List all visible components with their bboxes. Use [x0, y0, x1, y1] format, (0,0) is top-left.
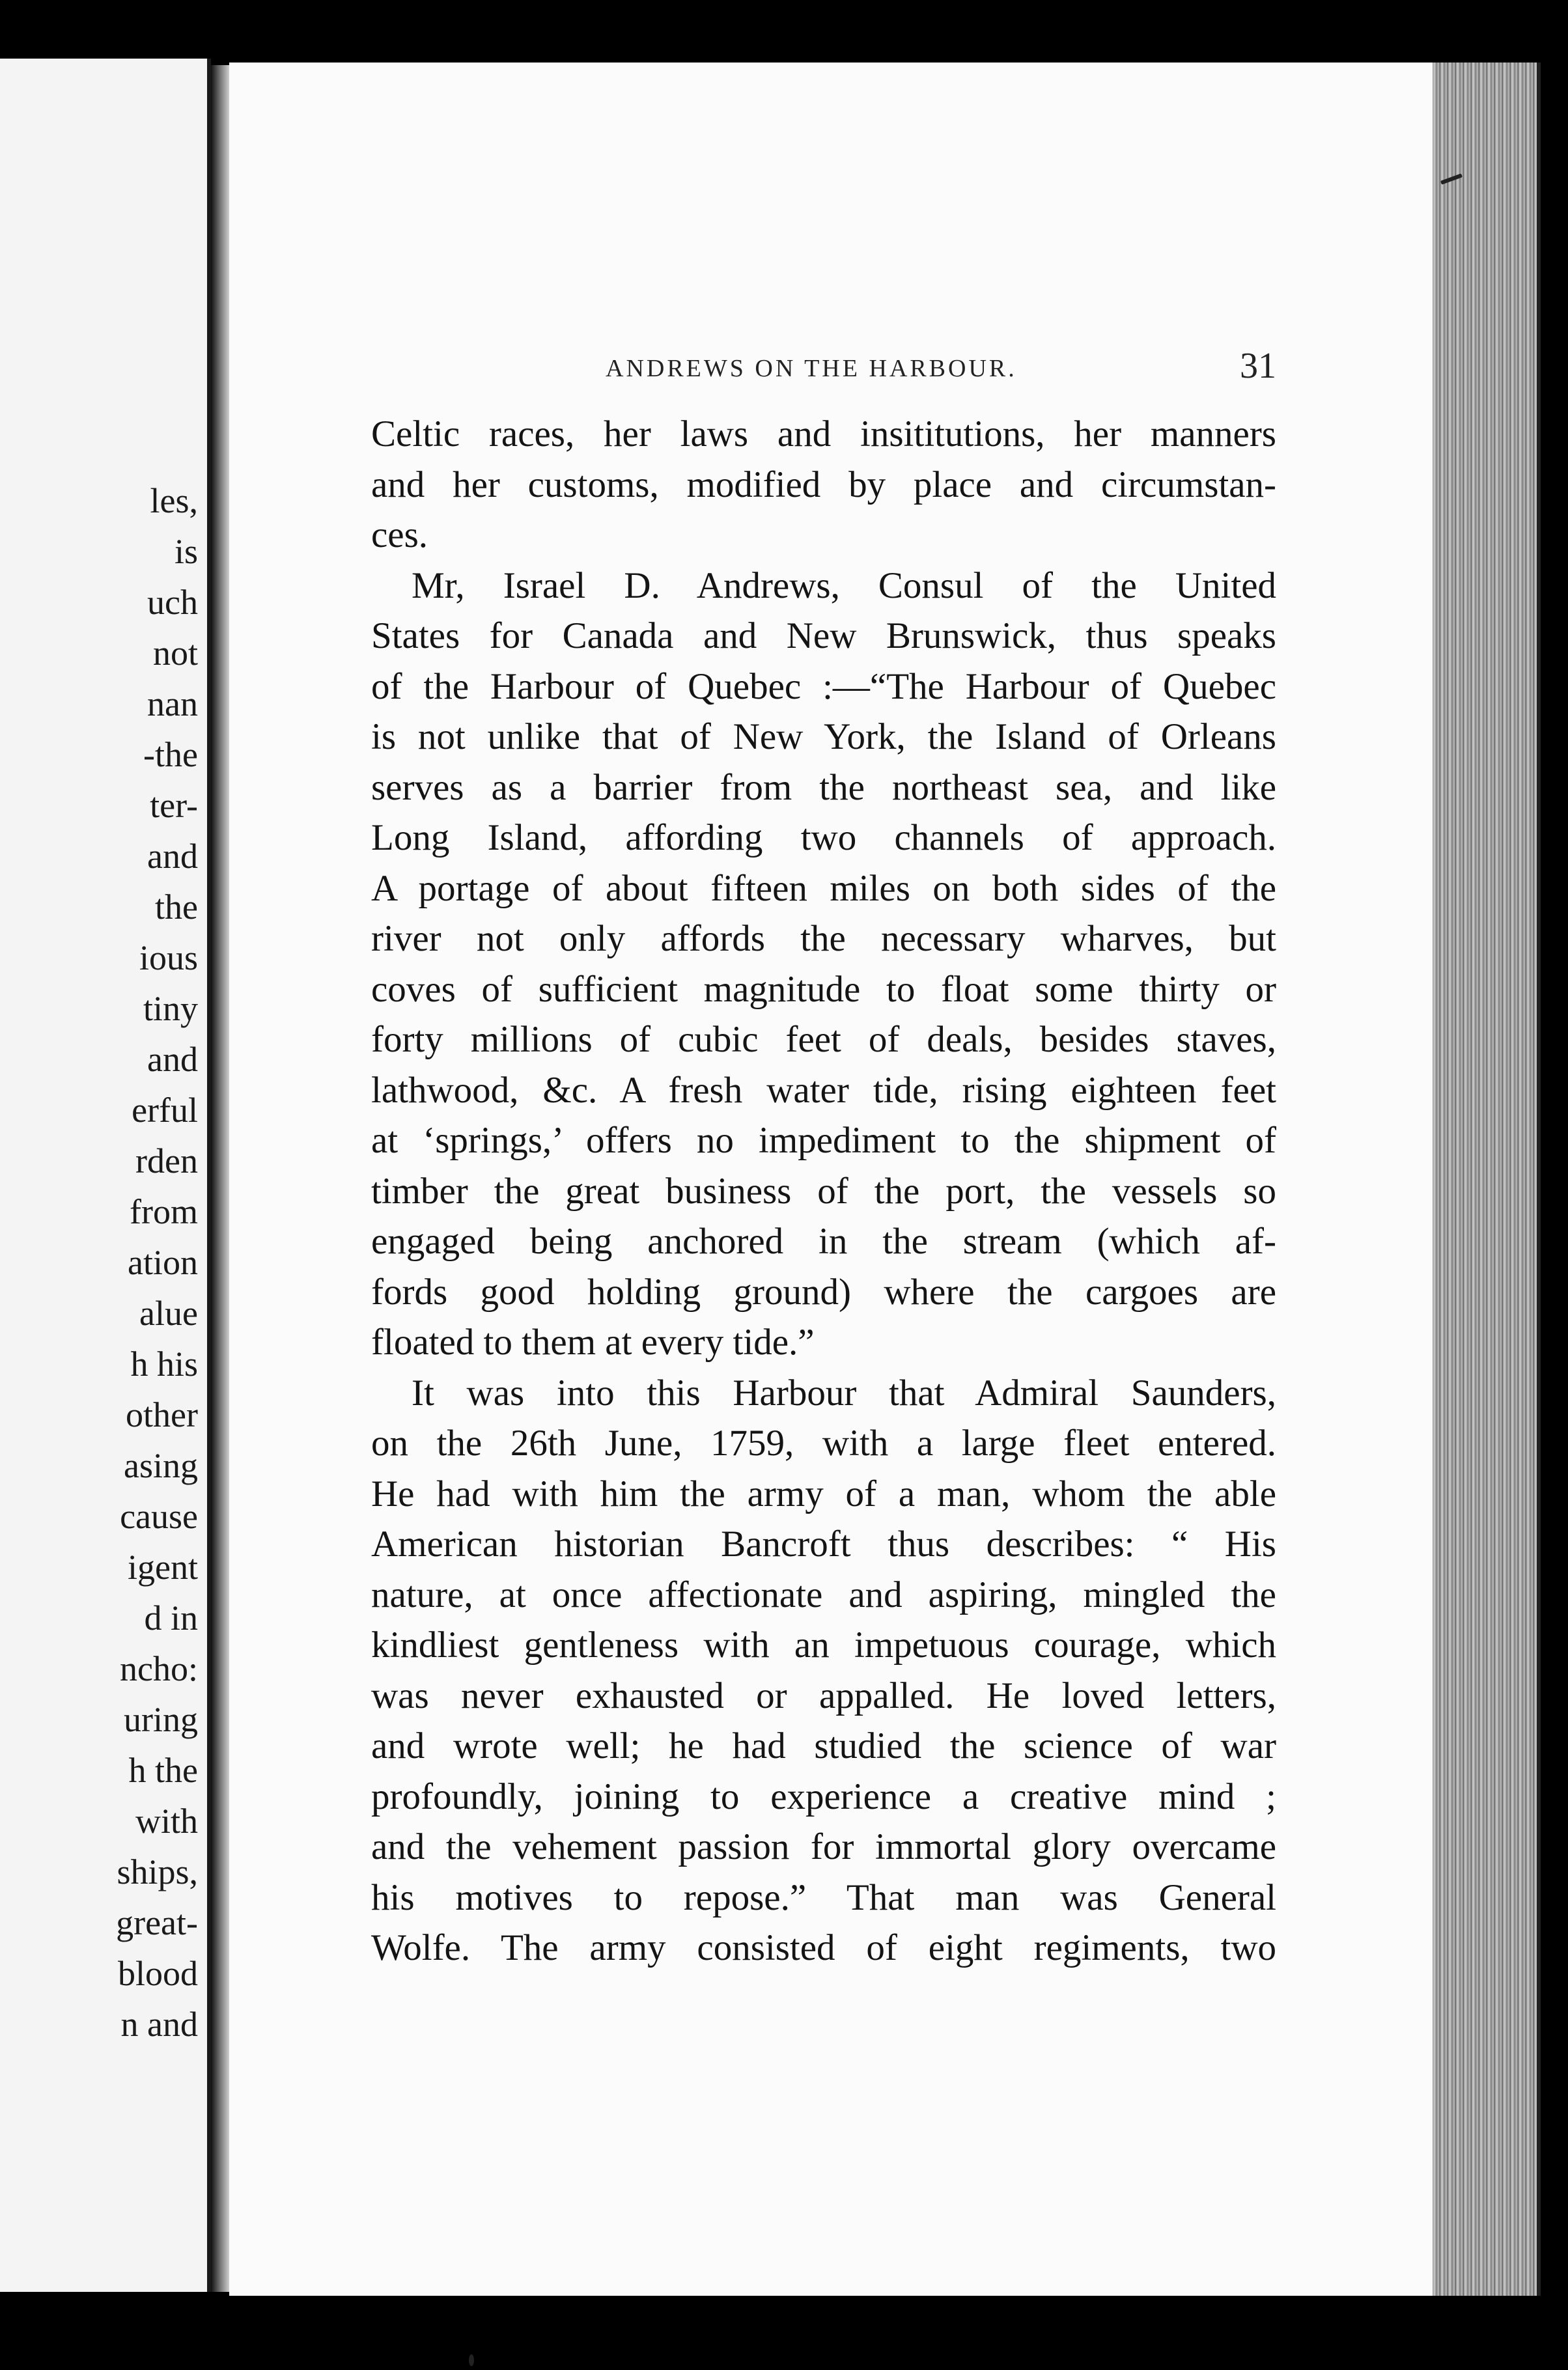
text-line: fords good holding ground) where the cargoes are — [371, 1271, 1276, 1313]
left-line: and — [147, 837, 198, 876]
left-line: cause — [120, 1497, 198, 1536]
text-line: and her customs, modified by place and circumstan- — [371, 464, 1276, 505]
text-line: floated to them at every tide.” — [371, 1322, 815, 1363]
page-header — [606, 339, 1276, 397]
left-line: les, — [150, 481, 198, 520]
text-line: lathwood, &c. A fresh water tide, rising eighteen feet — [371, 1069, 1276, 1111]
text-line: ces. — [371, 514, 428, 555]
text-line: engaged being anchored in the stream (which af- — [371, 1221, 1276, 1262]
body-text — [371, 409, 1276, 1973]
text-line: American historian Bancroft thus describes: “ His — [371, 1524, 1276, 1565]
left-line: and — [147, 1040, 198, 1079]
page-number: 31 — [1240, 346, 1276, 386]
running-head: ANDREWS ON THE HARBOUR. — [606, 355, 1017, 382]
left-line: ation — [128, 1243, 198, 1282]
left-line: erful — [132, 1091, 198, 1130]
text-line: timber the great business of the port, the vessels so — [371, 1170, 1276, 1212]
text-line: and the vehement passion for immortal glory overcame — [371, 1826, 1276, 1867]
text-line: Celtic races, her laws and insititutions, her manners — [371, 413, 1276, 454]
left-line: from — [130, 1192, 198, 1231]
text-line: on the 26th June, 1759, with a large fleet entered. — [371, 1423, 1276, 1464]
left-line: asing — [124, 1446, 198, 1485]
left-line: ter- — [150, 786, 198, 825]
left-line: tiny — [143, 989, 198, 1028]
left-line: not — [152, 634, 198, 673]
text-line: profoundly, joining to experience a creative mind ; — [371, 1776, 1276, 1817]
left-line: -the — [143, 735, 198, 774]
text-line: nature, at once affectionate and aspiring, mingled the — [371, 1574, 1276, 1615]
text-line: river not only affords the necessary wharves, but — [371, 918, 1276, 959]
left-line: igent — [128, 1548, 198, 1587]
text-line: It was into this Harbour that Admiral Saunders, — [412, 1372, 1276, 1414]
left-line: nan — [147, 684, 198, 723]
text-line: his motives to repose.” That man was General — [371, 1876, 1276, 1918]
text-line: Mr, Israel D. Andrews, Consul of the United — [412, 565, 1276, 606]
text-line: is not unlike that of New York, the Island of Orleans — [371, 716, 1276, 757]
left-line: the — [155, 887, 198, 927]
left-line: ncho: — [120, 1649, 198, 1688]
text-line: Wolfe. The army consisted of eight regiments, two — [371, 1927, 1276, 1968]
left-line: n and — [120, 2005, 198, 2044]
left-line: great- — [116, 1903, 198, 1942]
text-line: at ‘springs,’ offers no impediment to the shipment of — [371, 1120, 1276, 1161]
text-line: He had with him the army of a man, whom the able — [371, 1473, 1276, 1514]
book-gutter-shadow — [211, 65, 231, 2292]
left-line: ious — [139, 938, 198, 977]
text-line: was never exhausted or appalled. He loved letters, — [371, 1675, 1276, 1716]
text-line: Long Island, affording two channels of approach. — [371, 817, 1276, 858]
text-line: forty millions of cubic feet of deals, besides staves, — [371, 1019, 1276, 1060]
text-line: serves as a barrier from the northeast sea, and like — [371, 766, 1276, 808]
left-line: uring — [124, 1700, 198, 1739]
left-line: blood — [117, 1954, 198, 1993]
scan-speck — [469, 2354, 474, 2366]
left-line: d in — [144, 1598, 198, 1638]
left-line: h his — [130, 1345, 198, 1384]
text-line: A portage of about fifteen miles on both sides of the — [371, 867, 1276, 909]
text-line: States for Canada and New Brunswick, thus speaks — [371, 615, 1276, 656]
left-line: ships, — [117, 1852, 198, 1891]
left-line: h the — [128, 1751, 198, 1790]
left-line: is — [174, 532, 198, 571]
page-edges — [1433, 63, 1541, 2296]
previous-page-fragment — [0, 59, 211, 2292]
text-line: coves of sufficient magnitude to float some thirty or — [371, 968, 1276, 1010]
text-line: of the Harbour of Quebec :—“The Harbour of Quebec — [371, 665, 1276, 707]
left-line: other — [126, 1395, 198, 1434]
left-line: rden — [135, 1141, 198, 1180]
left-line: with — [135, 1802, 198, 1841]
left-line: alue — [139, 1294, 198, 1333]
text-line: and wrote well; he had studied the science of war — [371, 1725, 1276, 1766]
left-line: uch — [147, 583, 198, 622]
previous-page-line-endings — [116, 475, 198, 2050]
text-line: kindliest gentleness with an impetuous courage, which — [371, 1624, 1276, 1666]
